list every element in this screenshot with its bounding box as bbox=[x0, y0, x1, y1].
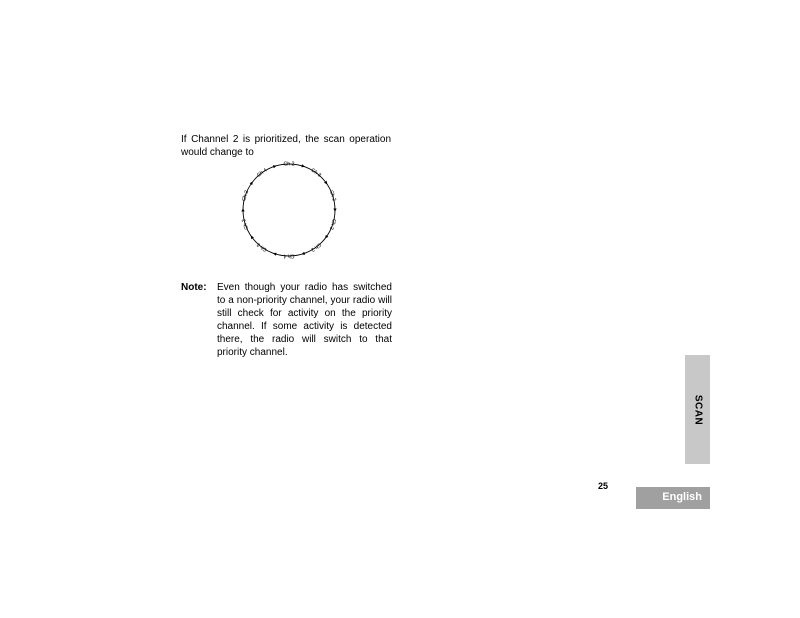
channel-label: Ch 3 bbox=[241, 217, 251, 231]
channel-label: Ch 4 bbox=[255, 167, 269, 179]
note-text: Even though your radio has switched to a non-priority channel, your radio will still check for activity on the priority channel. If some activity is detected there, the radio will switch to that priority channel. bbox=[217, 282, 392, 358]
scan-arrow bbox=[272, 252, 276, 256]
scan-labels bbox=[241, 161, 337, 258]
channel-label: Ch 3 bbox=[309, 167, 323, 179]
page-number: 25 bbox=[598, 481, 609, 491]
scan-arrow bbox=[301, 164, 305, 168]
channel-label: Ch 2 bbox=[309, 241, 323, 253]
channel-label: Ch 2 bbox=[327, 189, 337, 203]
scan-arrow bbox=[333, 209, 336, 213]
language-tab bbox=[636, 487, 710, 509]
section-tab-label: SCAN bbox=[692, 394, 703, 425]
scan-arrow bbox=[241, 208, 244, 212]
section-tab bbox=[685, 355, 710, 464]
intro-paragraph: If Channel 2 is prioritized, the scan operation would change to bbox=[181, 134, 391, 158]
channel-label: Ch 3 bbox=[327, 217, 337, 231]
note-block bbox=[181, 281, 392, 359]
scan-circle bbox=[243, 164, 335, 256]
channel-label: Ch 3 bbox=[255, 241, 269, 253]
note-label: Note: bbox=[181, 282, 207, 293]
channel-label: Ch 2 bbox=[241, 189, 251, 203]
channel-scan-diagram bbox=[236, 158, 342, 262]
language-tab-label: English bbox=[662, 491, 702, 503]
channel-label: Ch 4 bbox=[283, 252, 295, 259]
channel-label: Ch 2 bbox=[283, 161, 295, 168]
